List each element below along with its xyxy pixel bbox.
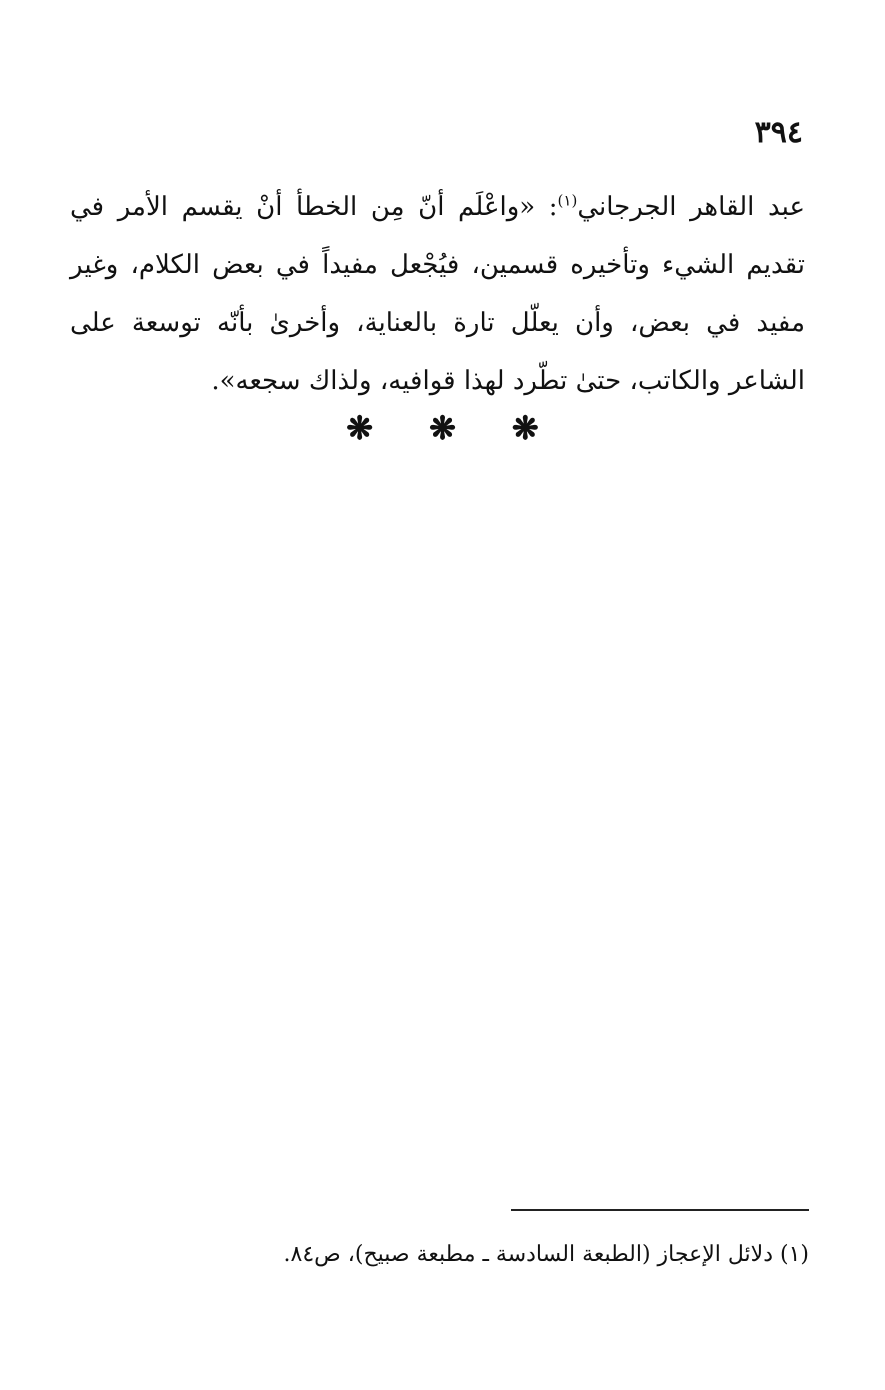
main-paragraph [70,178,805,410]
footnote-1: (١) دلائل الإعجاز (الطبعة السادسة ـ مطبعة صبيح)، ص٨٤. [283,1242,809,1267]
paragraph-text-start: عبد القاهر الجرجاني [577,192,805,222]
paragraph-text-quote: : «واعْلَم أنّ مِن الخطأ أنْ يقسم الأمر في تقديم الشيء وتأخيره قسمين، فيُجْعل مفيداً في بعض الكلام، وغير مفيد في بعض، وأن يعلّل تارة بالعناية، وأخرىٰ بأنّه توسعة على الشاعر والكاتب، حتىٰ تطّرد لهذا قوافيه، ولذاك سجعه». [70,192,805,396]
asterism-mark: ❋ [346,409,374,447]
section-separator [0,409,885,447]
footnote-divider [511,1209,809,1211]
asterism-mark: ❋ [511,409,539,447]
page-number: ٣٩٤ [754,115,803,150]
footnote-reference[interactable]: (١) [557,191,578,210]
asterism-mark: ❋ [429,409,456,447]
